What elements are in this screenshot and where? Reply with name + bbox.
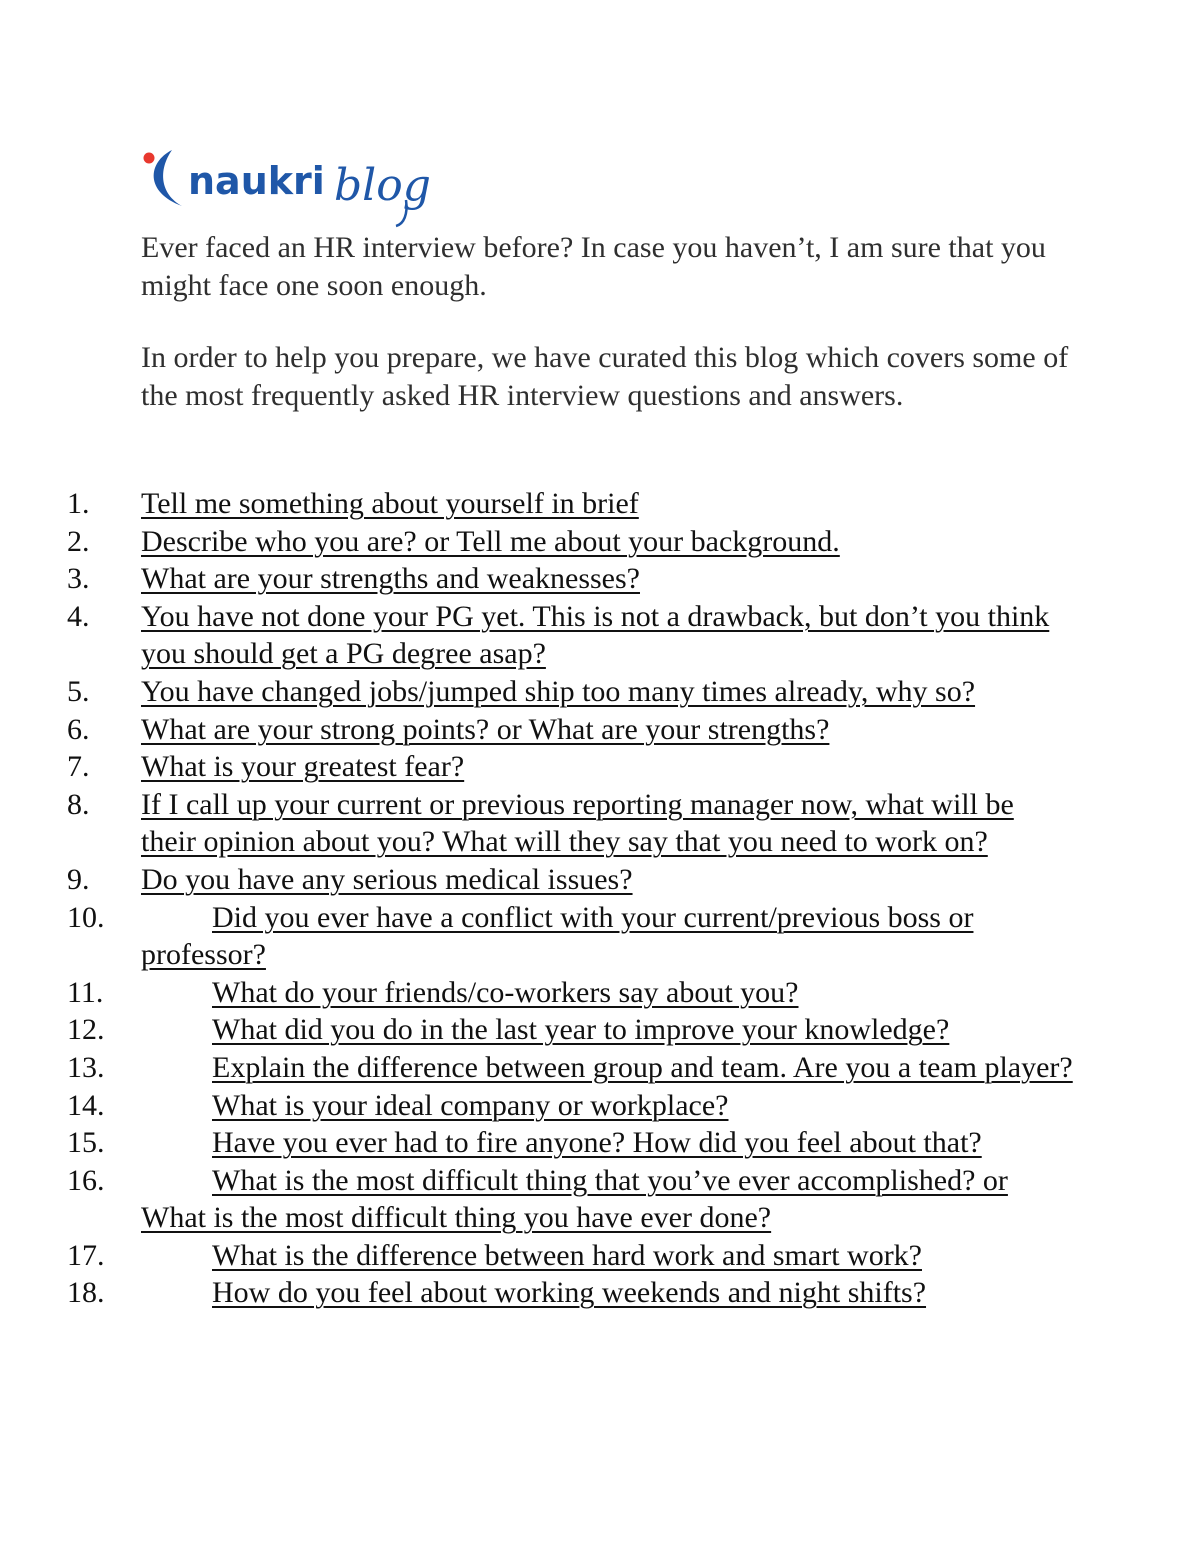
question-link[interactable]: What is the most difficult thing that you’ve ever accomplished? or What is the most difficult thing you have ever done?: [141, 1163, 1008, 1235]
question-link[interactable]: What is your greatest fear?: [141, 750, 465, 784]
question-link[interactable]: What are your strengths and weaknesses?: [141, 562, 640, 596]
question-number: 10.: [67, 900, 105, 934]
question-number: 8.: [67, 787, 90, 821]
logo-brand-text: naukri: [188, 159, 325, 203]
question-number: 4.: [67, 599, 90, 633]
question-number: 17.: [67, 1238, 105, 1272]
question-number: 16.: [67, 1163, 105, 1197]
question-number: 14.: [67, 1088, 105, 1122]
intro-paragraph-2: In order to help you prepare, we have curated this blog which covers some of the most frequently asked HR interview questions and answers.: [141, 341, 1069, 412]
question-item: [67, 899, 1074, 974]
question-item: [67, 1049, 1074, 1087]
question-item: [67, 1124, 1074, 1162]
question-link[interactable]: What did you do in the last year to improve your knowledge?: [212, 1013, 950, 1047]
question-item: [67, 711, 1074, 749]
naukri-blog-logo: [138, 140, 448, 230]
question-item: [67, 523, 1074, 561]
question-number: 6.: [67, 712, 90, 746]
question-number: 13.: [67, 1050, 105, 1084]
question-number: 2.: [67, 524, 90, 558]
question-number: 7.: [67, 750, 90, 784]
question-link[interactable]: You have changed jobs/jumped ship too many times already, why so?: [141, 674, 976, 708]
question-item: [67, 748, 1074, 786]
question-item: [67, 1162, 1074, 1237]
question-number: 18.: [67, 1276, 105, 1310]
question-link[interactable]: Do you have any serious medical issues?: [141, 862, 633, 896]
question-item: [67, 673, 1074, 711]
question-number: 12.: [67, 1013, 105, 1047]
question-number: 9.: [67, 862, 90, 896]
logo-suffix-text: blog: [334, 160, 431, 211]
question-number: 5.: [67, 674, 90, 708]
question-item: [67, 861, 1074, 899]
question-list: [67, 485, 1074, 1312]
question-link[interactable]: Describe who you are? or Tell me about your background.: [141, 524, 840, 558]
question-number: 3.: [67, 562, 90, 596]
logo-dot-icon: [144, 153, 155, 164]
question-item: [67, 485, 1074, 523]
question-link[interactable]: If I call up your current or previous reporting manager now, what will be their opinion about you? What will they say that you need to work on?: [141, 787, 1014, 859]
logo-swoosh-icon: [154, 150, 182, 206]
question-item: [67, 974, 1074, 1012]
intro-paragraph-1: Ever faced an HR interview before? In case you haven’t, I am sure that you might face one soon enough.: [141, 231, 1046, 302]
question-number: 1.: [67, 487, 90, 520]
logo-graphic: [138, 140, 448, 230]
question-item: [67, 1274, 1074, 1312]
question-number: 11.: [67, 975, 104, 1009]
question-link[interactable]: Did you ever have a conflict with your current/previous boss or professor?: [141, 900, 974, 972]
question-link[interactable]: What are your strong points? or What are your strengths?: [141, 712, 830, 746]
question-link[interactable]: Explain the difference between group and team. Are you a team player?: [212, 1050, 1073, 1084]
question-item: [67, 598, 1074, 673]
question-link[interactable]: You have not done your PG yet. This is not a drawback, but don’t you think you should get a PG degree asap?: [141, 599, 1050, 671]
question-link[interactable]: What do your friends/co-workers say about you?: [212, 975, 799, 1009]
question-item: [67, 560, 1074, 598]
question-link[interactable]: How do you feel about working weekends and night shifts?: [212, 1276, 927, 1310]
question-link[interactable]: Tell me something about yourself in brief: [141, 487, 639, 520]
question-link[interactable]: What is your ideal company or workplace?: [212, 1088, 729, 1122]
question-link[interactable]: Have you ever had to fire anyone? How did you feel about that?: [212, 1126, 982, 1160]
question-item: [67, 1087, 1074, 1125]
question-item: [67, 1237, 1074, 1275]
question-item: [67, 1011, 1074, 1049]
question-number: 15.: [67, 1126, 105, 1160]
question-item: [67, 786, 1074, 861]
question-link[interactable]: What is the difference between hard work and smart work?: [212, 1238, 922, 1272]
